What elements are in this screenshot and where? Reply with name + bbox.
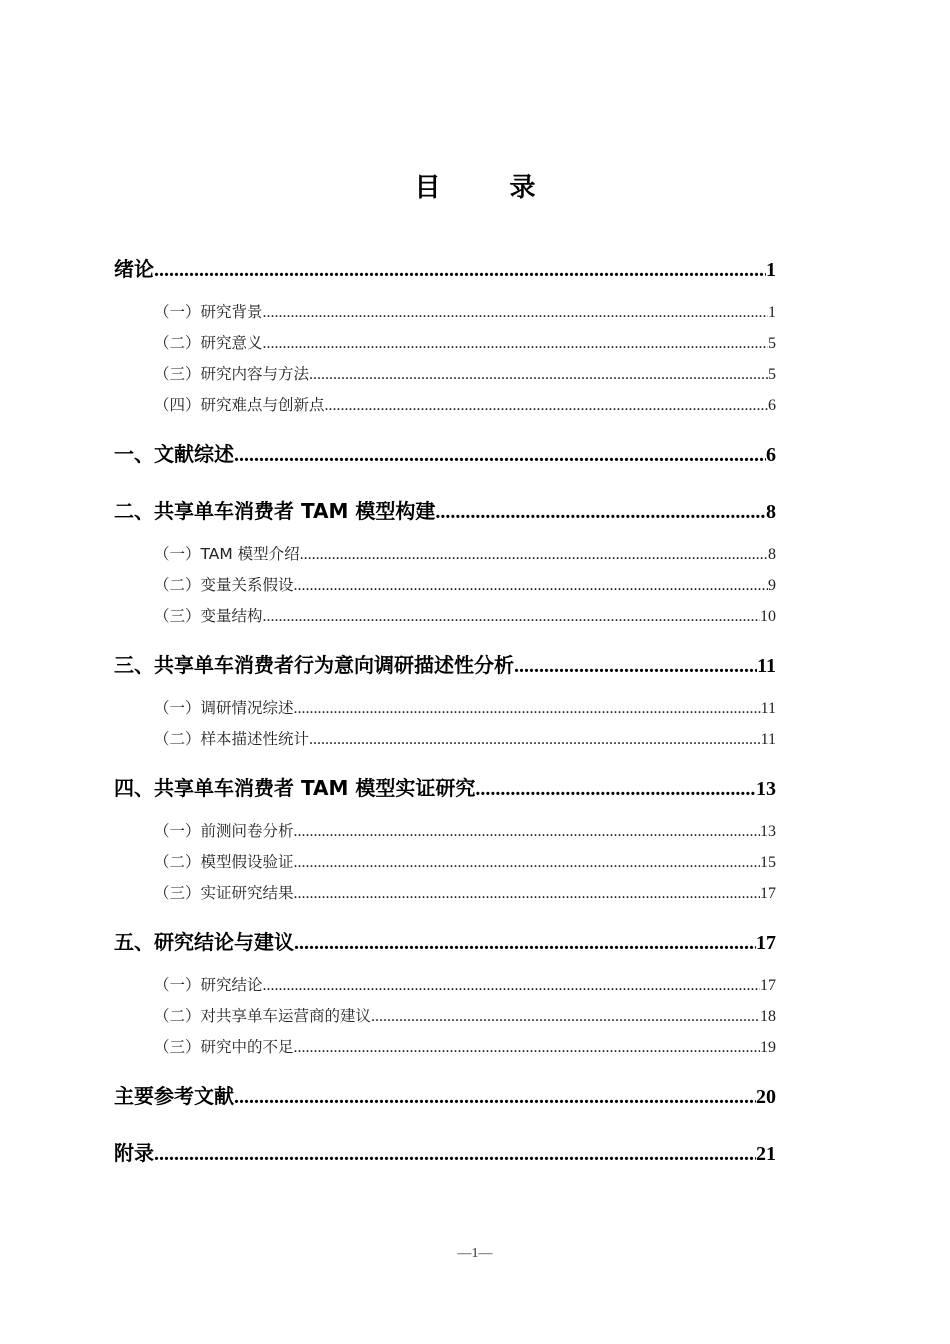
toc-subentry-label: （一）调研情况综述 (154, 699, 294, 717)
toc-entry-chapter-5[interactable] (114, 926, 776, 958)
toc-subentry-page: 10 (760, 608, 776, 625)
toc-subentry-page: 6 (768, 397, 776, 414)
toc-entry-label: 五、研究结论与建议 (114, 930, 294, 954)
toc-subentry[interactable] (114, 297, 776, 328)
toc-subentry-label: （一）前测问卷分析 (154, 822, 294, 840)
page-number: —1— (457, 1246, 493, 1261)
toc-entry-page: 20 (756, 1086, 776, 1108)
toc-subentry-page: 5 (768, 366, 776, 383)
toc-subentry[interactable] (114, 847, 776, 878)
toc-subentry-label: （二）研究意义 (154, 334, 263, 352)
toc-subentry[interactable] (114, 1032, 776, 1063)
toc-subsection-group (114, 970, 776, 1063)
toc-entry-intro[interactable] (114, 253, 776, 285)
toc-entry-label: 三、共享单车消费者行为意向调研描述性分析 (114, 653, 514, 677)
toc-entry-label: 一、文献综述 (114, 442, 234, 466)
toc-subentry[interactable] (114, 328, 776, 359)
toc-subentry[interactable] (114, 724, 776, 755)
toc-entry-page: 21 (756, 1143, 776, 1165)
toc-subentry-page: 19 (760, 1039, 776, 1056)
toc-subentry-page: 11 (760, 700, 776, 717)
toc-entry-appendix[interactable] (114, 1137, 776, 1169)
toc-entry-chapter-2[interactable] (114, 495, 776, 527)
dot-leader (294, 847, 760, 878)
toc-subentry-label: （一）研究结论 (154, 976, 263, 994)
table-of-contents (114, 253, 776, 1169)
toc-entry-label: 四、共享单车消费者 TAM 模型实证研究 (114, 776, 476, 800)
toc-subentry[interactable] (114, 878, 776, 909)
toc-entry-label: 绪论 (114, 257, 154, 281)
toc-subentry-label: （二）对共享单车运营商的建议 (154, 1007, 372, 1025)
dot-leader (514, 650, 757, 682)
toc-subentry-page: 17 (760, 885, 776, 902)
toc-subentry-page: 15 (760, 854, 776, 871)
dot-leader (294, 693, 761, 724)
toc-entry-page: 17 (756, 932, 776, 954)
toc-entry-label: 附录 (114, 1141, 154, 1165)
toc-subentry[interactable] (114, 1001, 776, 1032)
toc-subsection-group (114, 297, 776, 421)
toc-subentry-page: 1 (768, 304, 776, 321)
toc-subentry-label: （三）变量结构 (154, 607, 263, 625)
toc-subentry[interactable] (114, 970, 776, 1001)
toc-subentry-label: （四）研究难点与创新点 (154, 396, 325, 414)
toc-subentry-page: 18 (760, 1008, 776, 1025)
toc-entry-chapter-4[interactable] (114, 772, 776, 804)
toc-subsection-group (114, 539, 776, 632)
toc-subsection-group (114, 816, 776, 909)
toc-subentry-page: 11 (760, 731, 776, 748)
dot-leader (294, 570, 768, 601)
toc-subentry-label: （一）TAM 模型介绍 (154, 545, 300, 563)
toc-subentry-label: （一）研究背景 (154, 303, 263, 321)
toc-subentry[interactable] (114, 390, 776, 421)
toc-subentry-page: 5 (768, 335, 776, 352)
toc-subentry-page: 17 (760, 977, 776, 994)
toc-subentry-page: 13 (760, 823, 776, 840)
toc-subsection-group (114, 693, 776, 755)
toc-entry-chapter-1[interactable] (114, 438, 776, 470)
toc-subentry-label: （三）研究内容与方法 (154, 365, 310, 383)
dot-leader (371, 1001, 760, 1032)
dot-leader (475, 773, 756, 805)
dot-leader (435, 496, 766, 528)
toc-subentry[interactable] (114, 359, 776, 390)
dot-leader (154, 1138, 756, 1170)
toc-entry-label: 主要参考文献 (114, 1084, 234, 1108)
toc-subentry-label: （三）实证研究结果 (154, 884, 294, 902)
dot-leader (234, 1081, 756, 1113)
dot-leader (309, 724, 761, 755)
dot-leader (294, 1032, 760, 1063)
toc-subentry-page: 9 (768, 577, 776, 594)
dot-leader (263, 297, 768, 328)
dot-leader (325, 390, 768, 421)
toc-entry-page: 1 (766, 259, 776, 281)
page-title: 目 录 (414, 173, 566, 203)
dot-leader (263, 970, 760, 1001)
dot-leader (294, 878, 760, 909)
toc-subentry[interactable] (114, 816, 776, 847)
toc-subentry-label: （三）研究中的不足 (154, 1038, 294, 1056)
dot-leader (263, 601, 760, 632)
toc-subentry[interactable] (114, 693, 776, 724)
toc-entry-page: 11 (757, 655, 776, 677)
toc-subentry-label: （二）变量关系假设 (154, 576, 294, 594)
dot-leader (294, 927, 756, 959)
toc-subentry-label: （二）样本描述性统计 (154, 730, 310, 748)
dot-leader (234, 439, 766, 471)
toc-entry-page: 8 (766, 501, 776, 523)
toc-entry-label: 二、共享单车消费者 TAM 模型构建 (114, 499, 436, 523)
dot-leader (294, 816, 760, 847)
toc-entry-chapter-3[interactable] (114, 649, 776, 681)
dot-leader (154, 254, 766, 286)
toc-subentry[interactable] (114, 539, 776, 570)
toc-subentry-page: 8 (768, 546, 776, 563)
dot-leader (300, 539, 768, 570)
toc-subentry-label: （二）模型假设验证 (154, 853, 294, 871)
dot-leader (309, 359, 768, 390)
toc-subentry[interactable] (114, 601, 776, 632)
toc-entry-page: 13 (756, 778, 776, 800)
toc-entry-references[interactable] (114, 1080, 776, 1112)
dot-leader (263, 328, 768, 359)
toc-subentry[interactable] (114, 570, 776, 601)
toc-entry-page: 6 (766, 444, 776, 466)
